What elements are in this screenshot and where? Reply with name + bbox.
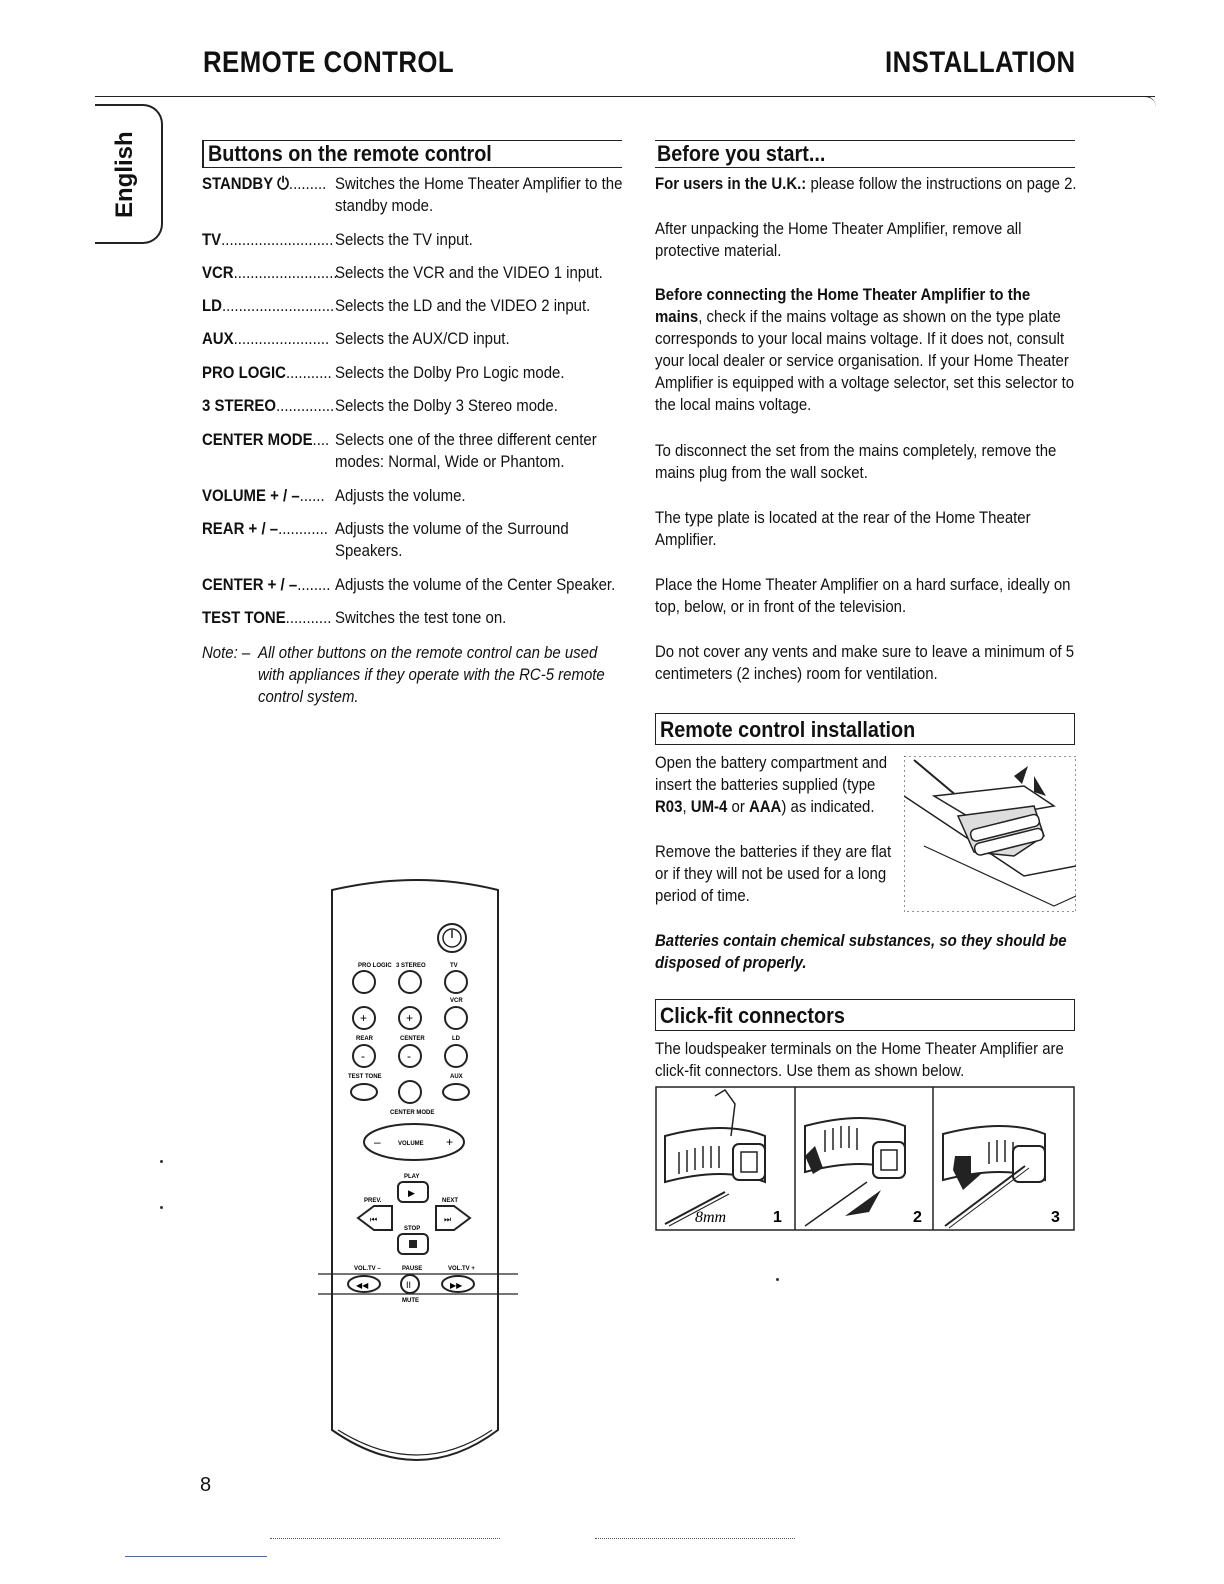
aux-label: AUX [450, 1074, 463, 1080]
header-right-title: INSTALLATION [885, 46, 1076, 79]
step-3: 3 [1051, 1209, 1060, 1226]
leader-dots: .............. [276, 396, 335, 415]
rear-label: REAR [356, 1036, 374, 1042]
step-1: 1 [773, 1209, 782, 1226]
scan-artifact [595, 1538, 795, 1539]
before-p7: Do not cover any vents and make sure to leave a minimum of 5 centimeters (2 inches) room for ventilation. [655, 642, 1075, 683]
button-description: Switches the Home Theater Amplifier to the standby mode. [335, 174, 623, 215]
vol-tv-minus-label: VOL.TV – [354, 1266, 381, 1272]
leader-dots: ........................... [221, 230, 334, 249]
svg-text:-: - [361, 1049, 365, 1063]
button-description: Switches the test tone on. [335, 608, 507, 627]
remote-install-p1-e: ) as indicated. [781, 797, 875, 816]
svg-text:+: + [446, 1135, 454, 1149]
before-p3-text: , check if the mains voltage as shown on the type plate corresponds to your local mains voltage. If it does not, consult your local dealer or service organisation. If your Home Theater Amplifier is equipped with a voltage selector, set this selector to the local mains voltage. [655, 307, 1075, 414]
battery-compartment-illustration [904, 756, 1076, 912]
center-mode-label: CENTER MODE [390, 1110, 435, 1116]
svg-text:+: + [360, 1011, 368, 1025]
svg-text:II: II [406, 1280, 412, 1290]
battery-warning: Batteries contain chemical substances, so they should be disposed of properly. [655, 931, 1067, 972]
svg-text:▶: ▶ [408, 1188, 415, 1198]
prev-label: PREV. [364, 1198, 382, 1204]
button-key: 3 STEREO [202, 396, 277, 415]
leader-dots: ........ [297, 575, 331, 594]
leader-dots: ......... [288, 174, 327, 193]
scan-dot [160, 1206, 163, 1209]
svg-text:▶▶: ▶▶ [450, 1281, 463, 1290]
remote-install-p1-c: , [682, 797, 691, 816]
header-rule-tail [1120, 96, 1156, 107]
remote-install-p2: Remove the batteries if they are flat or if they will not be used for a long period of time. [655, 842, 892, 905]
leader-dots: ....................... [233, 329, 330, 348]
button-key: TV [202, 230, 222, 249]
button-key: CENTER MODE [202, 430, 313, 449]
button-description: Adjusts the volume of the Center Speaker. [335, 575, 616, 594]
button-description: Selects the VCR and the VIDEO 1 input. [335, 263, 603, 282]
button-key: STANDBY ⏻ [202, 174, 289, 193]
header-left-title: REMOTE CONTROL [203, 46, 455, 79]
remote-control-illustration [318, 870, 518, 1490]
note-label: Note: – [202, 643, 251, 662]
mute-label: MUTE [402, 1298, 419, 1304]
button-key: VOLUME + / – [202, 486, 300, 505]
button-key: LD [202, 296, 222, 315]
svg-text:⏭: ⏭ [444, 1215, 452, 1224]
before-p4: To disconnect the set from the mains completely, remove the mains plug from the wall socket. [655, 441, 1057, 482]
clickfit-text: The loudspeaker terminals on the Home Theater Amplifier are click-fit connectors. Use them as shown below. [655, 1039, 1064, 1080]
vcr-label: VCR [450, 998, 463, 1004]
battery-type-aaa: AAA [748, 797, 782, 816]
stop-label: STOP [404, 1226, 421, 1232]
measure-8mm: 8mm [695, 1209, 727, 1226]
language-tab [95, 104, 163, 244]
battery-type-r03: R03 [655, 797, 683, 816]
leader-dots: ........... [285, 608, 332, 627]
button-description: Adjusts the volume of the Surround Speakers. [335, 519, 569, 560]
svg-text:⏮: ⏮ [370, 1215, 378, 1224]
button-description: Selects one of the three different center modes: Normal, Wide or Phantom. [335, 430, 597, 471]
pause-label: PAUSE [402, 1266, 423, 1272]
remote-install-title: Remote control installation [660, 717, 916, 742]
button-key: REAR + / – [202, 519, 279, 538]
clickfit-header [655, 999, 1075, 1031]
remote-install-p1-d: or [727, 797, 749, 816]
before-p6: Place the Home Theater Amplifier on a hard surface, ideally on top, below, or in front of the television. [655, 575, 1071, 616]
test-tone-label: TEST TONE [348, 1074, 382, 1080]
button-key: CENTER + / – [202, 575, 298, 594]
page-number: 8 [200, 1474, 212, 1496]
button-key: TEST TONE [202, 608, 286, 627]
note-text: All other buttons on the remote control can be used with appliances if they operate with the RC-5 remote control system. [258, 643, 605, 706]
three-stereo-label: 3 STEREO [396, 963, 426, 969]
before-p3 [655, 284, 1077, 416]
before-p1-text: please follow the instructions on page 2. [806, 174, 1077, 193]
header-rule [95, 96, 1155, 97]
button-key: PRO LOGIC [202, 363, 286, 382]
vol-tv-plus-label: VOL.TV + [448, 1266, 475, 1272]
scan-dot [776, 1278, 779, 1281]
next-label: NEXT [442, 1198, 459, 1204]
battery-type-um4: UM-4 [690, 797, 728, 816]
clickfit-illustration [655, 1086, 1075, 1232]
footer-line [125, 1556, 267, 1557]
button-description: Selects the Dolby Pro Logic mode. [335, 363, 565, 382]
play-label: PLAY [404, 1174, 420, 1180]
button-key: AUX [202, 329, 234, 348]
remote-install-p1 [655, 752, 901, 818]
section-bar [202, 140, 204, 167]
svg-text:◀◀: ◀◀ [356, 1281, 369, 1290]
button-description: Selects the TV input. [335, 230, 473, 249]
volume-label: VOLUME [398, 1141, 424, 1147]
button-key: VCR [202, 263, 234, 282]
buttons-section-title: Buttons on the remote control [208, 141, 492, 166]
remote-install-header [655, 713, 1075, 745]
button-description: Selects the AUX/CD input. [335, 329, 510, 348]
button-description: Selects the Dolby 3 Stereo mode. [335, 396, 558, 415]
before-p5: The type plate is located at the rear of the Home Theater Amplifier. [655, 508, 1031, 549]
buttons-section-header [202, 140, 622, 168]
step-2: 2 [913, 1209, 922, 1226]
before-section-title: Before you start... [657, 141, 826, 166]
leader-dots: ......................... [233, 263, 338, 282]
clickfit-title: Click-fit connectors [660, 1003, 845, 1028]
svg-text:-: - [407, 1049, 411, 1063]
before-p1 [655, 173, 1077, 195]
before-p2: After unpacking the Home Theater Amplifier, remove all protective material. [655, 219, 1022, 260]
svg-text:+: + [406, 1011, 414, 1025]
ld-label: LD [452, 1036, 460, 1042]
svg-text:–: – [374, 1135, 381, 1149]
leader-dots: ............ [278, 519, 328, 538]
center-label: CENTER [400, 1036, 425, 1042]
before-p3-bold: Before connecting the Home Theater Amplifier to the mains [655, 285, 1031, 326]
leader-dots: ........................... [221, 296, 335, 315]
scan-artifact [270, 1538, 500, 1539]
button-description: Selects the LD and the VIDEO 2 input. [335, 296, 591, 315]
language-tab-label: English [111, 131, 138, 219]
pro-logic-label: PRO LOGIC [358, 963, 392, 969]
leader-dots: ...... [299, 486, 325, 505]
button-description: Adjusts the volume. [335, 486, 466, 505]
note-block [202, 642, 632, 706]
scan-dot [160, 1160, 163, 1163]
leader-dots: ........... [285, 363, 332, 382]
remote-install-p1-a: Open the battery compartment and insert the batteries supplied (type [655, 753, 888, 794]
before-section-header [655, 140, 1075, 168]
leader-dots: .... [312, 430, 330, 449]
tv-label: TV [450, 963, 458, 969]
before-p1-bold: For users in the U.K.: [655, 174, 807, 193]
